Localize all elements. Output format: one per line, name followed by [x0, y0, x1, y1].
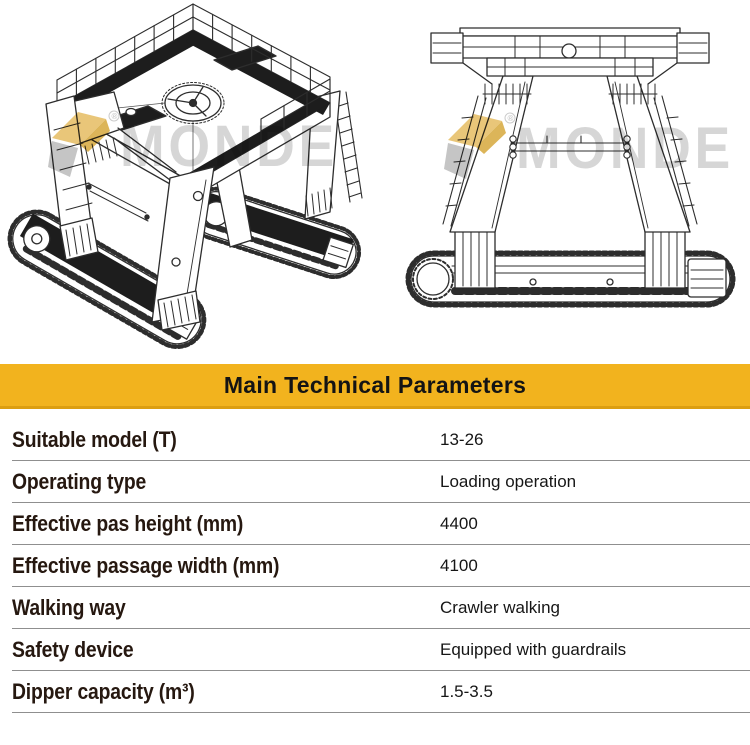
monde-watermark [48, 111, 338, 179]
param-row [12, 419, 750, 461]
param-value: 4400 [440, 513, 478, 533]
top-beam [431, 28, 709, 84]
svg-text:®: ® [111, 112, 118, 121]
gantry-leg [152, 167, 214, 330]
svg-text:®: ® [507, 114, 514, 123]
tie-rod [87, 183, 149, 221]
param-label: Effective passage width (mm) [12, 552, 280, 578]
param-label: Dipper capacity (m³) [12, 678, 195, 704]
drawings-area [0, 0, 750, 364]
svg-text:MONDE: MONDE [120, 114, 338, 179]
param-label: Safety device [12, 636, 134, 662]
parameters-table [12, 419, 750, 713]
param-label: Walking way [12, 594, 126, 620]
param-row [12, 629, 750, 671]
isometric-drawing [0, 0, 375, 364]
param-value: 1.5-3.5 [440, 681, 493, 701]
svg-text:MONDE: MONDE [516, 116, 734, 181]
param-value: Crawler walking [440, 597, 560, 617]
param-row [12, 671, 750, 713]
param-value: 13-26 [440, 429, 484, 449]
parameters-header [0, 364, 750, 409]
param-value: Equipped with guardrails [440, 639, 627, 659]
param-label: Effective pas height (mm) [12, 510, 244, 536]
param-value: 4100 [440, 555, 478, 575]
front-view-drawing [375, 0, 750, 364]
param-label: Suitable model (T) [12, 426, 177, 452]
param-row [12, 503, 750, 545]
param-value: Loading operation [440, 471, 577, 491]
param-row [12, 461, 750, 503]
crawler-track-icon [185, 182, 366, 283]
param-label: Operating type [12, 468, 147, 494]
param-row [12, 545, 750, 587]
parameters-title: Main Technical Parameters [223, 371, 527, 398]
param-row [12, 587, 750, 629]
